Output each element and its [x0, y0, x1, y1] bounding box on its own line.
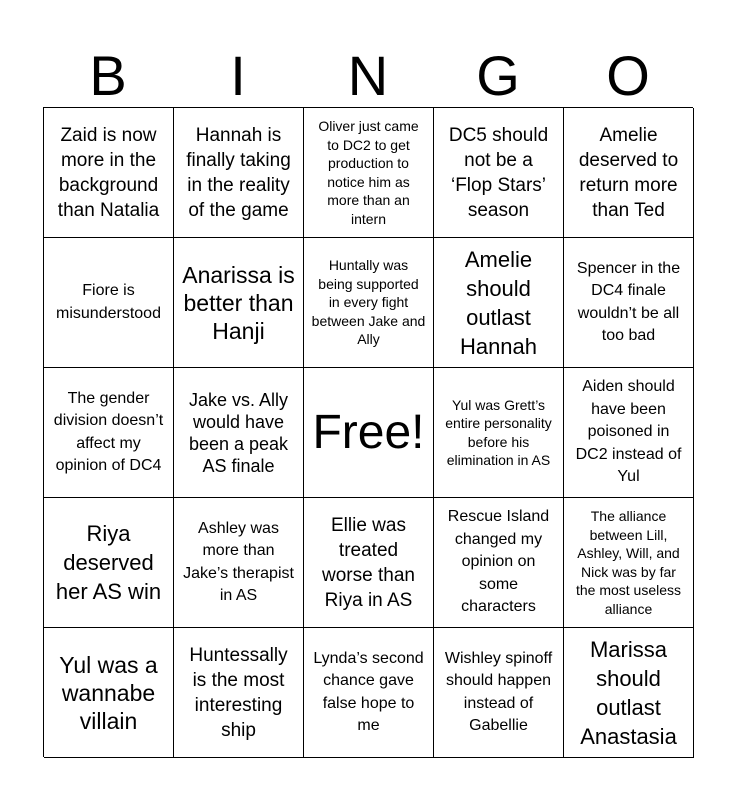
bingo-cell[interactable] [174, 498, 304, 628]
cell-text: Yul was a wannabe villain [59, 651, 158, 734]
bingo-cell[interactable] [304, 238, 434, 368]
cell-text: Riya deserved her AS win [55, 521, 162, 604]
bingo-cell[interactable] [434, 498, 564, 628]
header-letter-i: I [230, 44, 246, 107]
bingo-cell[interactable] [304, 108, 434, 238]
bingo-cell[interactable] [304, 498, 434, 628]
bingo-cell[interactable] [434, 628, 564, 758]
bingo-header [43, 46, 693, 106]
free-space-cell[interactable] [304, 368, 434, 498]
cell-text: Huntessally is the most interesting ship [189, 644, 288, 741]
bingo-cell[interactable] [434, 368, 564, 498]
bingo-cell[interactable] [44, 628, 174, 758]
bingo-grid [43, 107, 693, 757]
free-space-text: Free! [312, 405, 425, 459]
cell-text: Yul was Grett’s entire personality before his elimination in AS [445, 396, 552, 468]
cell-text: Wishley spinoff should happen instead of Gabellie [444, 649, 553, 734]
cell-text: Ashley was more than Jake’s therapist in AS [183, 519, 294, 604]
cell-text: Zaid is now more in the background than Natalia [57, 124, 160, 221]
bingo-cell[interactable] [564, 628, 694, 758]
cell-text: Huntally was being supported in every fight between Jake and Ally [311, 257, 426, 348]
cell-text: Amelie should outlast Hannah [459, 246, 538, 359]
cell-text: Jake vs. Ally would have been a peak AS finale [188, 389, 289, 476]
bingo-cell[interactable] [564, 368, 694, 498]
bingo-cell[interactable] [44, 108, 174, 238]
header-letter-b: B [89, 44, 127, 107]
cell-text: Spencer in the DC4 finale wouldn’t be all too bad [576, 259, 681, 344]
cell-text: Fiore is misunderstood [56, 282, 161, 322]
bingo-cell[interactable] [434, 108, 564, 238]
bingo-cell[interactable] [44, 368, 174, 498]
header-letter-n: N [347, 44, 389, 107]
bingo-cell[interactable] [564, 238, 694, 368]
cell-text: Lynda’s second chance gave false hope to me [313, 649, 424, 734]
header-letter-g: G [476, 44, 520, 107]
cell-text: Rescue Island changed my opinion on some characters [447, 508, 550, 616]
header-letter-o: O [606, 44, 650, 107]
cell-text: Anarissa is better than Hanji [182, 261, 295, 344]
cell-text: Marissa should outlast Anastasia [580, 636, 677, 749]
bingo-cell[interactable] [564, 498, 694, 628]
cell-text: Amelie deserved to return more than Ted [578, 124, 679, 221]
cell-text: Ellie was treated worse than Riya in AS [322, 514, 415, 611]
bingo-cell[interactable] [174, 108, 304, 238]
bingo-cell[interactable] [174, 238, 304, 368]
cell-text: The gender division doesn’t affect my opinion of DC4 [53, 389, 164, 474]
cell-text: DC5 should not be a ‘Flop Stars’ season [448, 124, 549, 221]
bingo-cell[interactable] [44, 498, 174, 628]
bingo-cell[interactable] [304, 628, 434, 758]
bingo-cell[interactable] [44, 238, 174, 368]
bingo-cell[interactable] [434, 238, 564, 368]
cell-text: Aiden should have been poisoned in DC2 instead of Yul [575, 378, 682, 486]
cell-text: The alliance between Lill, Ashley, Will, and Nick was by far the most useless alliance [575, 508, 682, 617]
cell-text: Oliver just came to DC2 to get production to notice him as more than an intern [318, 118, 419, 227]
bingo-cell[interactable] [174, 368, 304, 498]
bingo-cell[interactable] [564, 108, 694, 238]
bingo-cell[interactable] [174, 628, 304, 758]
cell-text: Hannah is finally taking in the reality of the game [186, 124, 291, 221]
